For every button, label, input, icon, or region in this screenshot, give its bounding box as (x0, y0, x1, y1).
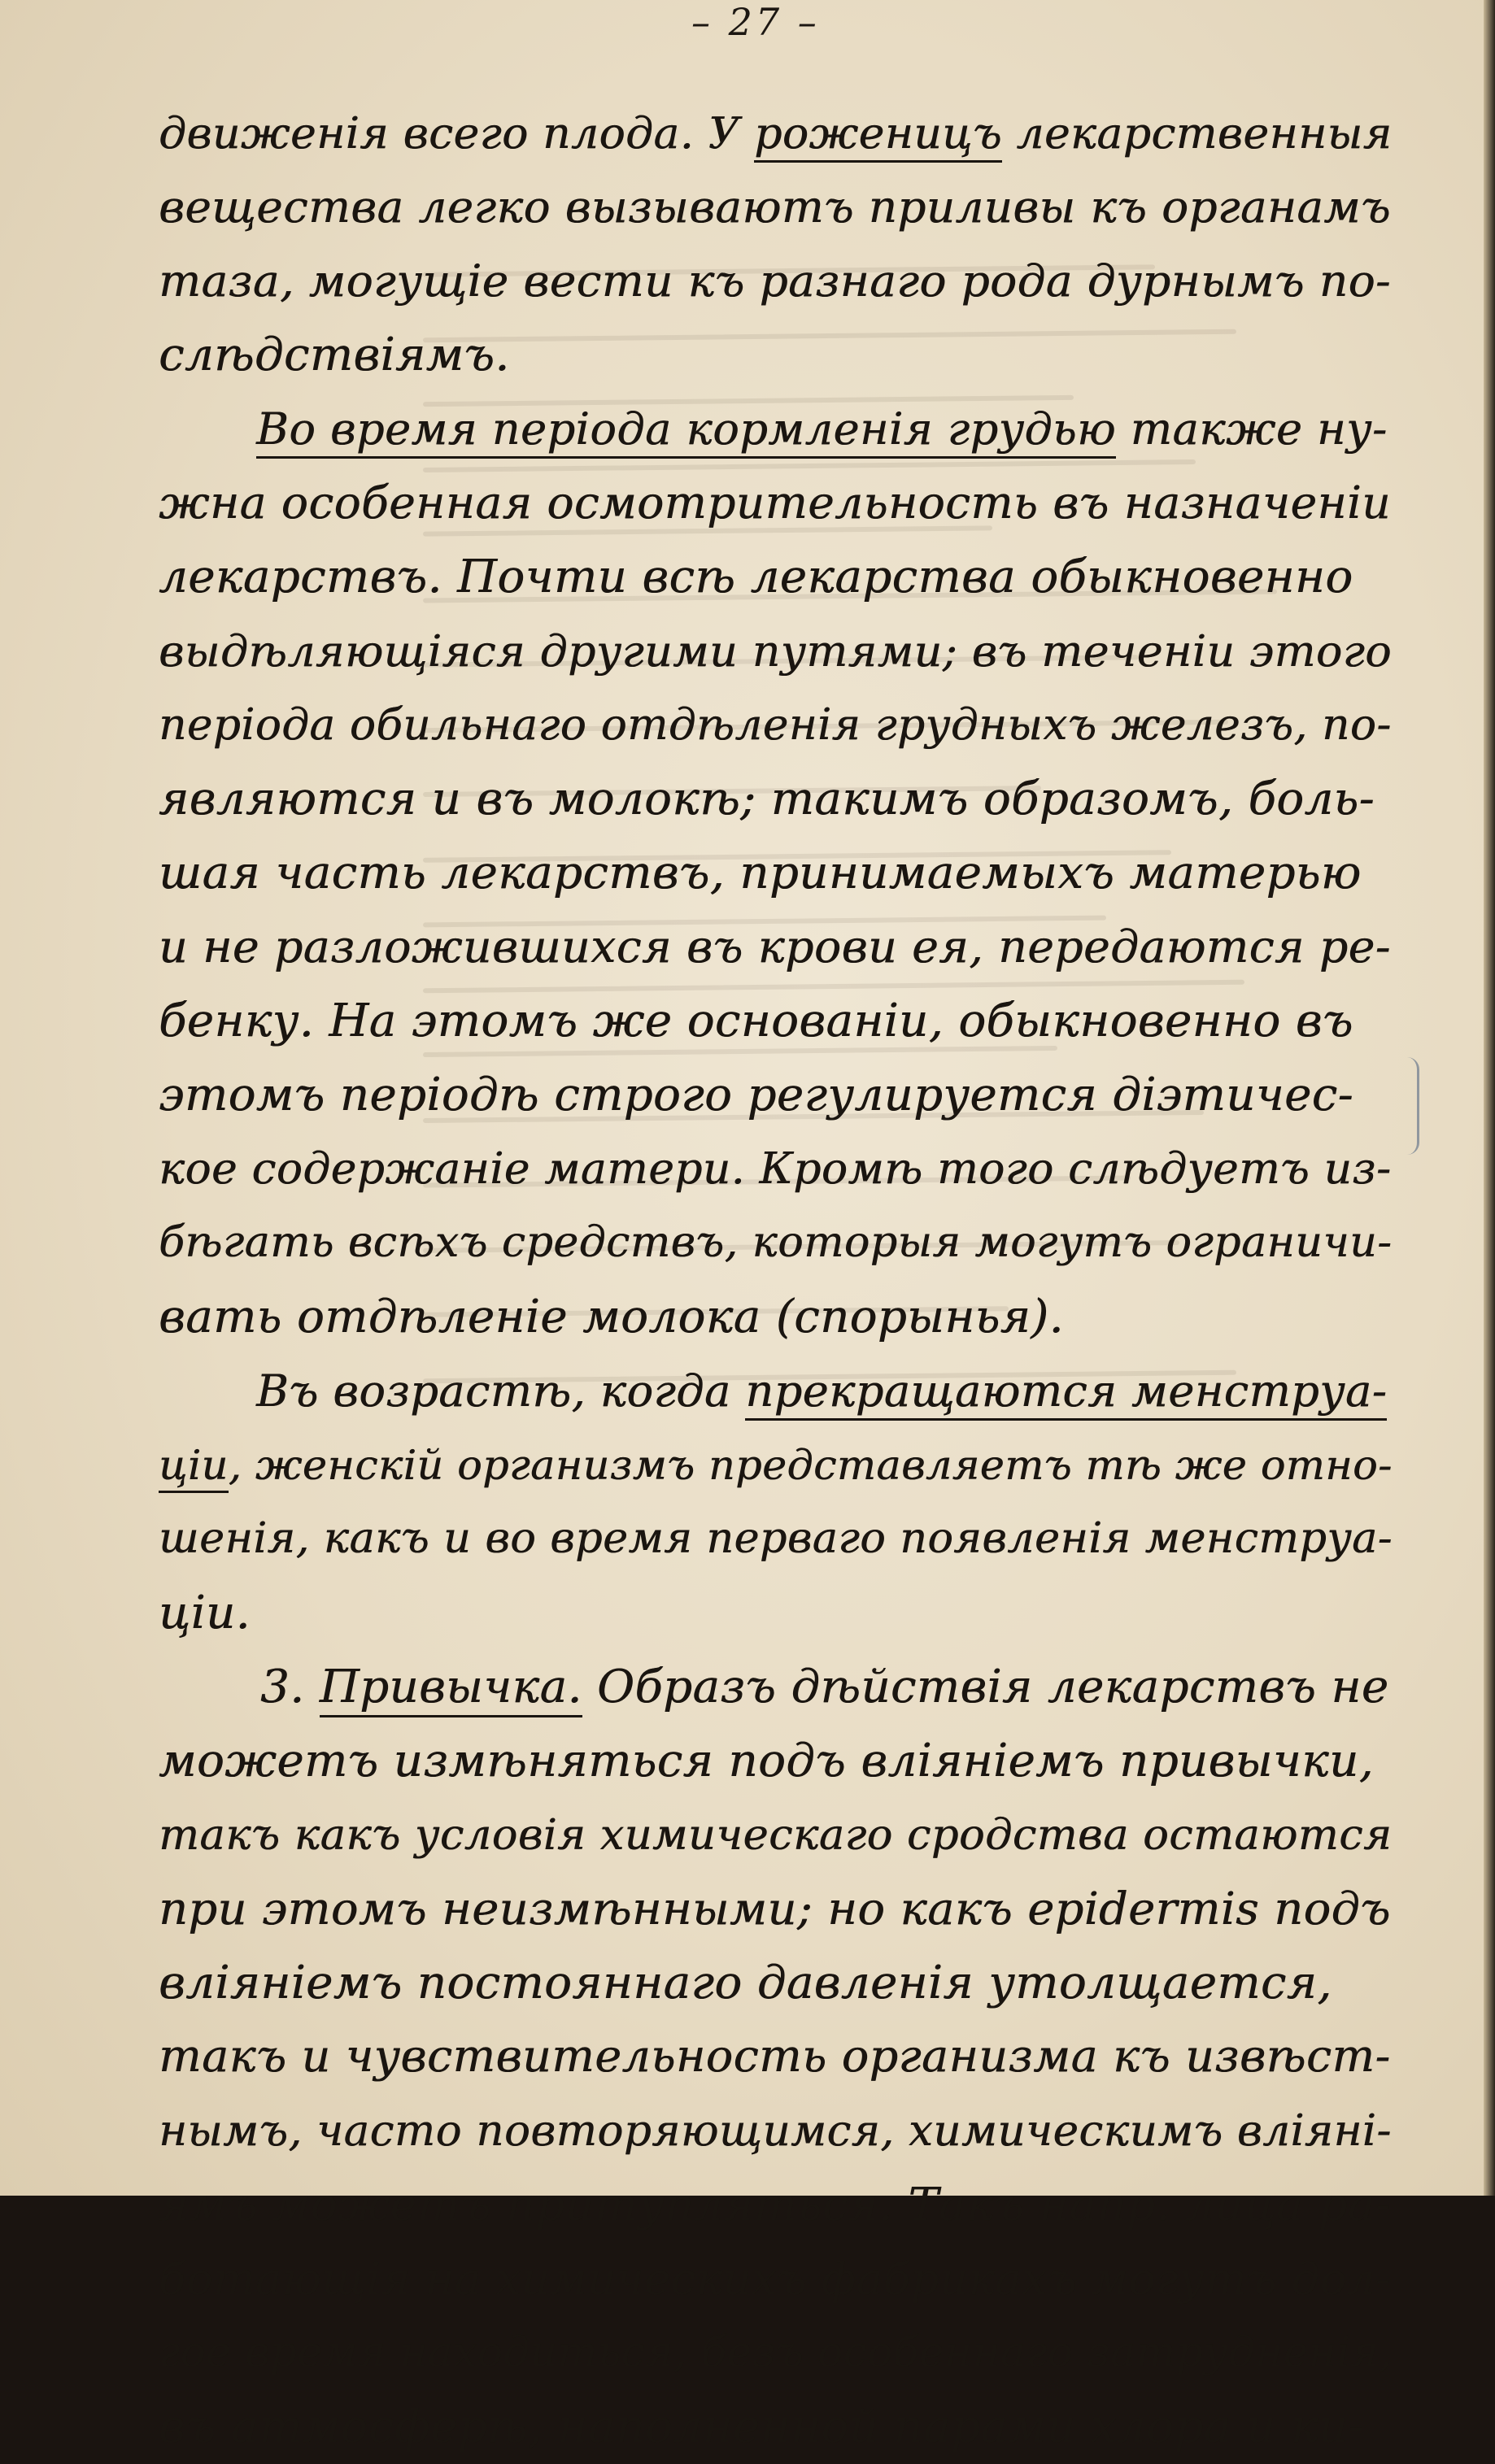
text-line: Въ возрастѣ, когда прекращаются менструа- (159, 1354, 1391, 1428)
text-line: ботающія на химическихъ фабрикахъ могутъ дол- (159, 2253, 1391, 2305)
text-line: при этомъ неизмѣнными; но какъ epidermis подъ (159, 1883, 1391, 1935)
text-line: шенія, какъ и во время перваго появленія менструа- (159, 1514, 1393, 1563)
text-line: движенія всего плода. У роженицъ лекарственныя (159, 96, 1391, 170)
text-line: являются и въ молокѣ; такимъ образомъ, боль- (159, 773, 1375, 825)
text-line: вать отдѣленіе молока (спорынья). (159, 1291, 1064, 1343)
text-line: лекарствъ. Почти всѣ лекарства обыкновенно (159, 551, 1353, 603)
text-line: нымъ, часто повторяющимся, химическимъ вліяні- (159, 2106, 1392, 2156)
text-line: 3. Привычка. Образъ дѣйствія лекарствъ не (159, 1650, 1391, 1724)
text-line: и не разложившихся въ крови ея, передаются ре- (159, 921, 1391, 973)
page-number: – 27 – (691, 0, 820, 44)
text-line: такъ и чувствительность организма къ извѣст- (159, 2031, 1391, 2083)
text-line: выдѣляющіяся другими путями; въ теченіи этого (159, 625, 1392, 677)
page-edge-shadow (1484, 0, 1495, 2196)
text-line: бенку. На этомъ же основаніи, обыкновенно въ (159, 995, 1353, 1047)
text-line: въ атмосферѣ, наполненной парами хлора и ки- (159, 2401, 1364, 2453)
margin-bracket-mark (1407, 1057, 1419, 1155)
text-line: Во время періода кормленія грудью также ну- (159, 392, 1391, 466)
text-line: этомъ періодѣ строго регулируется діэтичес- (159, 1069, 1353, 1121)
handwritten-text (159, 96, 1391, 2464)
text-line: жна особенная осмотрительность въ назначеніи (159, 477, 1391, 529)
text-line: можетъ измѣняться подъ вліяніемъ привычки, (159, 1735, 1374, 1787)
text-line: вліяніемъ постояннаго давленія утолщается, (159, 1957, 1332, 2009)
text-line: шая часть лекарствъ, принимаемыхъ матерью (159, 847, 1362, 899)
text-line: кое содержаніе матери. Кромѣ того слѣдуетъ из- (159, 1143, 1392, 1194)
text-line: гое время находиться, безъ особеннаго затрудненія, (159, 2328, 1393, 2377)
text-line: вещества легко вызываютъ приливы къ органамъ (159, 181, 1391, 233)
text-line: бѣгать всѣхъ средствъ, которыя могутъ ограничи- (159, 1218, 1393, 1267)
text-line: ямъ можетъ притупляться. Такъ напр. лица ра- (159, 2179, 1392, 2231)
text-line: ціи. (159, 1587, 251, 1639)
text-line: слѣдствіямъ. (159, 329, 510, 381)
text-line: ціи, женскій организмъ представляетъ тѣ же отно- (159, 1428, 1391, 1502)
text-line: періода обильнаго отдѣленія грудныхъ железъ, по- (159, 699, 1392, 750)
text-line: таза, могущіе вести къ разнаго рода дурнымъ по- (159, 255, 1391, 307)
text-line: такъ какъ условія химическаго сродства остаются (159, 1810, 1393, 1860)
